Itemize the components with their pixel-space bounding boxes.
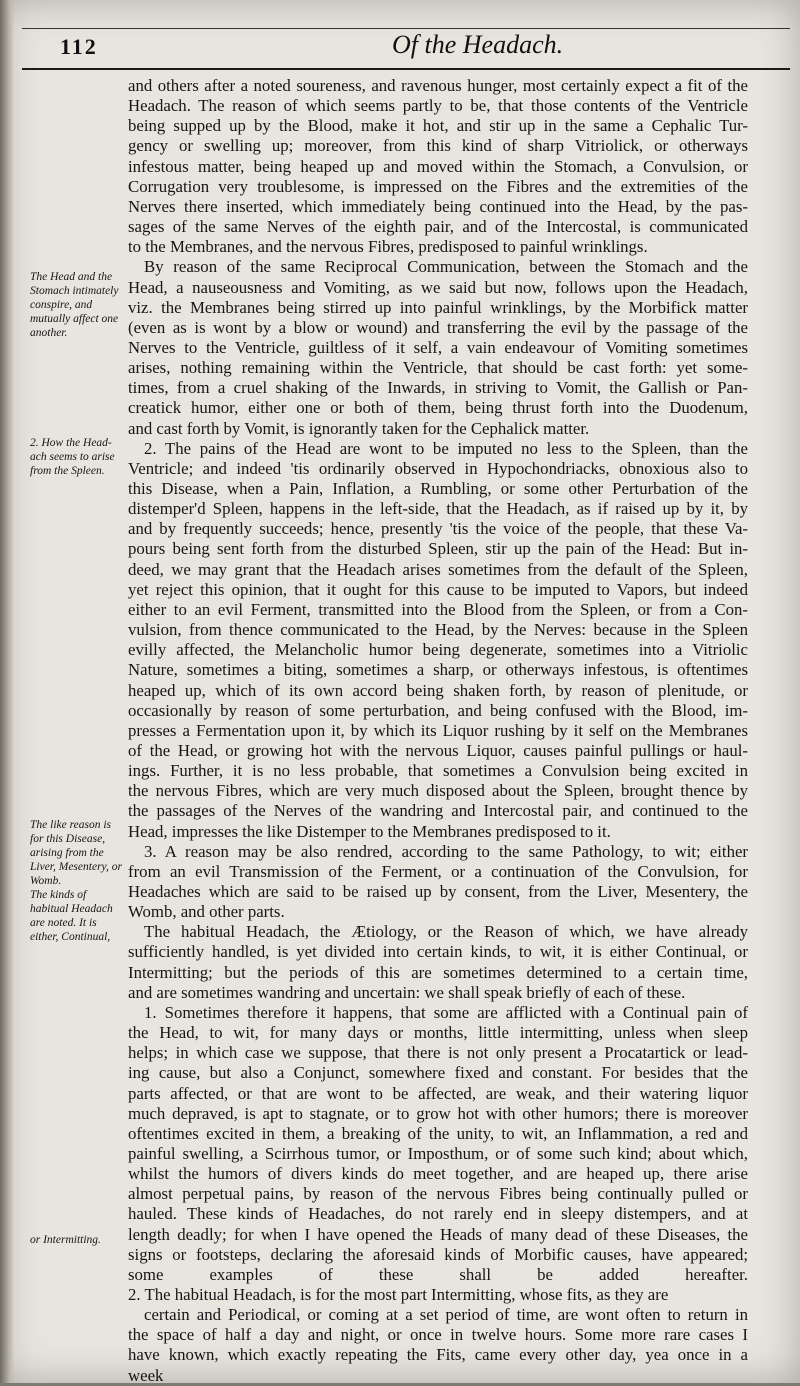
text-line: 2. The habitual Headach, is for the most part Intermitting, whose fits, as they are: [128, 1285, 669, 1304]
text-line: occasionally by reason of some perturbation, and being confused with the Blood, im-: [128, 700, 748, 720]
text-line: sufficiently handled, is yet divided into certain kinds, to wit, it is either Continual, or: [128, 942, 748, 962]
text-line: Nerves to the Ventricle, guiltless of it self, a vain endeavour of Vomiting sometimes: [128, 337, 748, 357]
text-line: viz. the Membranes being stirred up into painful wrinklings, by the Morbifick matter: [128, 297, 748, 317]
text-line: (even as is wont by a blow or wound) and transferring the evil by the passage of the: [128, 317, 748, 337]
text-line: Nerves there inserted, which immediately being continued into the Head, by the pas-: [128, 196, 748, 216]
text-line: the passages of the Nerves of the wandring and Intercostal pair, and continued to the: [128, 801, 748, 821]
text-line: infestous matter, being heaped up and moved within the Stomach, a Convulsion, or: [128, 156, 748, 176]
text-line: Corrugation very troublesome, is impressed on the Fibres and the extremities of the: [128, 176, 748, 196]
text-line: signs or footsteps, declaring the aforesaid kinds of Morbific causes, have appeared;: [128, 1244, 748, 1264]
text-line: 2. The pains of the Head are wont to be imputed no less to the Spleen, than the: [144, 438, 748, 458]
text-line: and cast forth by Vomit, is ignorantly taken for the Cephalick matter.: [128, 418, 590, 438]
text-line: ings. Further, it is no less probable, that sometimes a Convulsion being excited in: [128, 761, 748, 781]
text-line: and are sometimes wandring and uncertain: we shall speak briefly of each of these.: [128, 982, 686, 1002]
text-line: certain and Periodical, or coming at a set period of time, are wont often to return in: [144, 1305, 748, 1325]
text-line: oftentimes excited in them, a breaking of the unity, to wit, an Inflammation, a red and: [128, 1123, 748, 1143]
text-line: Womb, and other parts.: [128, 902, 285, 922]
text-line: some examples of these shall be added hereafter.: [128, 1264, 748, 1284]
text-line: pours being sent forth from the disturbed Spleen, stir up the pain of the Head: But in-: [128, 539, 748, 559]
body-text: [128, 76, 748, 1385]
text-line: and by frequently succeeds; hence, presently 'tis the voice of the people, that these Va-: [128, 519, 748, 539]
text-line: the space of half a day and night, or once in twelve hours. Some more rare cases I: [128, 1325, 748, 1345]
text-line: creatick humor, either one or both of them, being thrust forth into the Duodenum,: [128, 398, 748, 418]
page-number: 112: [60, 34, 98, 59]
text-line: arises, nothing remaining within the Ventricle, that should be cast forth: yet some-: [128, 358, 748, 378]
header-rule: [22, 28, 790, 29]
text-line: The habitual Headach, the Ætiology, or the Reason of which, we have already: [144, 922, 748, 942]
margin-note: or Intermitting.: [30, 1234, 101, 1246]
margin-note: 2. How the Head-ach seems to arise from the Spleen.: [30, 437, 115, 477]
text-line: Ventricle; and indeed 'tis ordinarily observed in Hypochondriacks, obnoxious also to: [128, 458, 748, 478]
text-line: much depraved, is apt to stagnate, or to grow hot with other humors; there is moreover: [128, 1103, 748, 1123]
text-line: painful swelling, a Scirrhous tumor, or Imposthum, or of some such kind; about which,: [128, 1143, 748, 1163]
text-line: Head, impresses the like Distemper to the Membranes predisposed to it.: [128, 821, 611, 841]
text-line: length deadly; for when I have opened the Heads of many dead of these Diseases, the: [128, 1224, 748, 1244]
marginal-notes: [30, 80, 126, 1380]
text-line: being supped up by the Blood, make it hot, and stir up in the same a Cephalic Tur-: [128, 116, 748, 136]
text-line: the Head, to wit, for many days or months, little intermitting, unless when sleep: [128, 1023, 748, 1043]
margin-note: The Head and the Stomach intimately conspire, and mutually affect one another.: [30, 271, 119, 339]
text-line: of the Head, or growing hot with the nervous Liquor, causes painful pullings or haul-: [128, 740, 748, 760]
text-line: Nature, sometimes a biting, sometimes a sharp, or otherways infestous, is oftentimes: [128, 660, 748, 680]
text-line: week: [128, 1365, 164, 1385]
text-line: ing cause, but also a Conjunct, somewhere fixed and constant. For besides that the: [128, 1063, 748, 1083]
text-line: By reason of the same Reciprocal Communication, between the Stomach and the: [144, 257, 748, 277]
text-line: sages of the same Nerves of the eighth pair, and of the Intercostal, is communicated: [128, 217, 748, 237]
text-line: helps; in which case we suppose, that there is not only present a Procatartick or lead-: [128, 1043, 748, 1063]
margin-note: The like reason is for this Disease, arising from the Liver, Mesentery, or Womb.: [30, 819, 122, 887]
text-line: have known, which exactly repeating the Fits, came every other day, yea once in a: [128, 1345, 748, 1365]
text-line: presses a Fermentation upon it, by which its Liquor rushing by it self on the Membranes: [128, 720, 748, 740]
page-header: [22, 28, 790, 70]
text-line: and others after a noted soureness, and ravenous hunger, most certainly expect a fit of the: [128, 76, 748, 95]
text-line: distemper'd Spleen, happens in the left-side, that the Headach, as if raised up by it, by: [128, 499, 748, 519]
text-line: heaped up, which of its own accord being shaken forth, by reason of plenitude, or: [128, 680, 748, 700]
text-line: hauled. These kinds of Headaches, do not rarely end in sleepy distempers, and at: [128, 1204, 748, 1224]
margin-note: The kinds of habitual Headach are noted. It is either, Continual,: [30, 889, 113, 943]
text-line: from an evil Transmission of the Ferment, or a continuation of the Convulsion, for: [128, 861, 748, 881]
text-line: almost perpetual pains, by reason of the nervous Fibres being continually pulled or: [128, 1184, 748, 1204]
text-line: yet reject this opinion, that it ought for this cause to be imputed to Vapors, but indeed: [128, 579, 748, 599]
text-line: 3. A reason may be also rendred, according to the same Pathology, to wit; either: [144, 841, 748, 861]
text-line: evilly affected, the Melancholic humor being degenerate, sometimes into a Vitriolic: [128, 640, 748, 660]
text-line: whilst the humors of divers kinds do meet together, and are heaped up, there arise: [128, 1164, 748, 1184]
running-head: Of the Headach.: [392, 30, 564, 59]
text-line: Headach. The reason of which seems partly to be, that those contents of the Ventricle: [128, 96, 748, 116]
page-gutter-shadow: [0, 0, 14, 1383]
text-line: times, from a cruel shaking of the Inwards, in striving to Vomit, the Gallish or Pan-: [128, 378, 748, 398]
text-line: to the Membranes, and the nervous Fibres, predisposed to painful wrinklings.: [128, 237, 648, 257]
text-line: Headaches which are said to be raised up by consent, from the Liver, Mesentery, the: [128, 882, 748, 901]
text-line: Intermitting; but the periods of this are sometimes determined to a certain time,: [128, 962, 748, 982]
text-line: either to an evil Ferment, transmitted into the Blood from the Spleen, or from a Con-: [128, 599, 748, 619]
text-line: 1. Sometimes therefore it happens, that some are afflicted with a Continual pain of: [144, 1002, 748, 1022]
text-line: Head, a nauseousness and Vomiting, as we said but now, follows upon the Headach,: [128, 277, 748, 297]
text-line: gency or swelling up; moreover, from this kind of sharp Vitriolick, or otherways: [128, 136, 748, 156]
text-line: vulsion, from thence communicated to the Head, by the Nerves: because in the Spleen: [128, 620, 748, 640]
text-line: the nervous Fibres, which are very much disposed about the Spleen, brought thence by: [128, 781, 748, 801]
text-line: deed, we may grant that the Headach arises sometimes from the default of the Spleen,: [128, 559, 748, 579]
text-line: this Disease, when a Pain, Inflation, a Rumbling, or some other Perturbation of the: [128, 479, 748, 498]
text-line: parts affected, or that are wont to be affected, are weak, and their watering liquor: [128, 1083, 748, 1103]
